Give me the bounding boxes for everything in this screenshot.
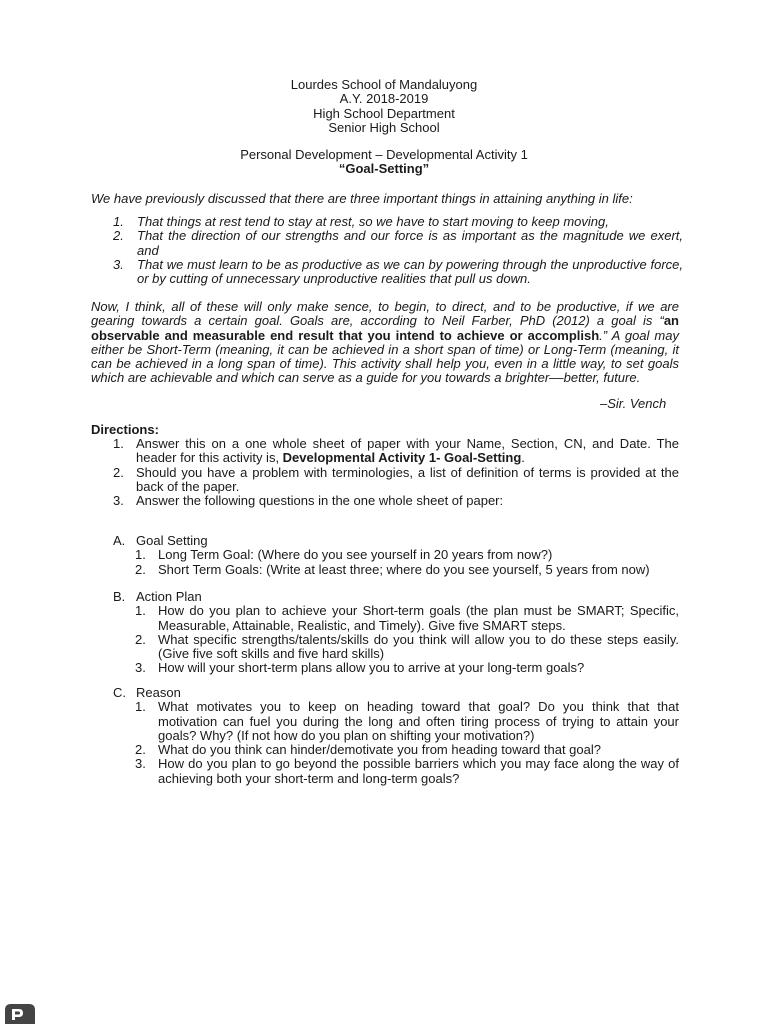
activity-header-name: Developmental Activity 1- Goal-Setting <box>282 450 522 466</box>
question-item <box>135 700 679 743</box>
question-text: What motivates you to keep on heading toward that goal? Do you think that that motivation can fuel you during the long and often tiring process of trying to attain your goals? Why? (If not how do you plan on shifting your motivation?) <box>158 699 679 743</box>
paragraph-text: Now, I think, all of these will only make sence, to begin, to direct, and to be productive, if we are gearing towards a certain goal. Goals are, according to Neil Farber, PhD (2012) a goal is “ <box>91 299 679 329</box>
question-list <box>113 548 679 577</box>
document-header <box>0 78 768 135</box>
question-list <box>113 700 679 786</box>
question-text: What do you think can hinder/demotivate you from heading toward that goal? <box>158 742 601 758</box>
list-number: 1. <box>113 436 124 451</box>
list-item <box>113 437 679 466</box>
question-item <box>135 743 679 757</box>
list-item <box>113 466 679 495</box>
list-text-end: . <box>521 450 525 466</box>
corner-logo-icon <box>3 1002 37 1024</box>
question-item <box>135 757 679 786</box>
list-text: That things at rest tend to stay at rest, so we have to start moving to keep moving, <box>137 214 609 229</box>
list-number: 1. <box>113 214 124 229</box>
activity-title: “Goal-Setting” <box>338 161 430 177</box>
list-text: Answer the following questions in the one whole sheet of paper: <box>136 493 504 509</box>
section-heading <box>113 590 679 604</box>
question-number: 1. <box>135 603 146 619</box>
course-title: Personal Development – Developmental Activity 1 <box>240 147 528 162</box>
section-letter: A. <box>113 533 126 548</box>
question-text: How do you plan to go beyond the possible barriers which you may face along the way of achieving both your short-term and long-term goals? <box>158 756 679 786</box>
question-list <box>113 604 679 675</box>
question-item <box>135 633 679 662</box>
list-item <box>113 494 679 508</box>
list-number: 2. <box>113 228 124 244</box>
question-text: How do you plan to achieve your Short-term goals (the plan must be SMART; Specific, Measurable, Attainable, Realistic, and Timely). Give five SMART steps. <box>158 603 679 633</box>
question-number: 3. <box>135 756 146 772</box>
list-item <box>113 258 683 287</box>
school-level: Senior High School <box>328 119 440 135</box>
intro-text: We have previously discussed that there are three important things in attaining anything in life: <box>91 191 633 206</box>
section-title: Goal Setting <box>136 533 208 548</box>
question-number: 1. <box>135 699 146 715</box>
question-item <box>135 563 679 577</box>
goal-definition-quote: an observable and measurable end result that you intend to achieve or accomplish <box>91 313 679 343</box>
list-item <box>113 215 683 229</box>
question-item <box>135 604 679 633</box>
question-text: Short Term Goals: (Write at least three; where do you see yourself, 5 years from now) <box>158 561 650 577</box>
list-text: That the direction of our strengths and our force is as important as the magnitude we exert, and <box>137 228 683 258</box>
question-text: Long Term Goal: (Where do you see yourself in 20 years from now?) <box>158 547 553 563</box>
question-number: 2. <box>135 631 146 647</box>
paragraph-text-end: .” A goal may either be Short-Term (meaning, it can be achieved in a short span of time) or Long-Term (meaning, it can be achieved in a long span of time). This activity shall help you, even in a little way, to set goals which are achievable and which can serve as a guide for you towards a brighter––better, future. <box>91 327 679 386</box>
list-text: Should you have a problem with terminologies, a list of definition of terms is provided at the back of the paper. <box>136 464 679 494</box>
question-number: 2. <box>135 561 146 577</box>
question-text: How will your short-term plans allow you to arrive at your long-term goals? <box>158 660 585 676</box>
question-number: 2. <box>135 742 146 758</box>
section-heading <box>113 534 679 548</box>
question-number: 1. <box>135 547 146 563</box>
list-number: 3. <box>113 256 124 272</box>
school-name: Lourdes School of Mandaluyong <box>290 77 478 92</box>
list-number: 2. <box>113 464 124 480</box>
section-heading <box>113 686 679 700</box>
question-text: What specific strengths/talents/skills do you think will allow you to do these steps easily. (Give five soft skills and five hard skills) <box>158 631 679 662</box>
goal-definition-paragraph <box>91 300 679 386</box>
author-signature: –Sir. Vench <box>600 396 667 411</box>
section-title: Reason <box>136 685 181 700</box>
section-title: Action Plan <box>136 589 202 604</box>
section-goal-setting <box>113 534 679 577</box>
section-letter: B. <box>113 589 126 604</box>
academic-year: A.Y. 2018-2019 <box>339 91 429 107</box>
list-text: That we must learn to be as productive as we can by powering through the unproductive force, or by cutting of unnecessary unproductive realities that pull us down. <box>137 256 683 287</box>
reasons-list <box>113 215 683 286</box>
question-item <box>135 661 679 675</box>
list-text: Answer this on a one whole sheet of paper with your Name, Section, CN, and Date. The header for this activity is, <box>136 436 679 466</box>
question-number: 3. <box>135 660 146 676</box>
list-number: 3. <box>113 493 124 509</box>
question-item <box>135 548 679 562</box>
activity-header <box>0 148 768 177</box>
directions-title: Directions: <box>91 422 159 437</box>
section-action-plan <box>113 590 679 676</box>
section-letter: C. <box>113 685 126 700</box>
section-reason <box>113 686 679 786</box>
directions-list <box>113 437 679 508</box>
list-item <box>113 229 683 258</box>
department-name: High School Department <box>313 105 455 121</box>
